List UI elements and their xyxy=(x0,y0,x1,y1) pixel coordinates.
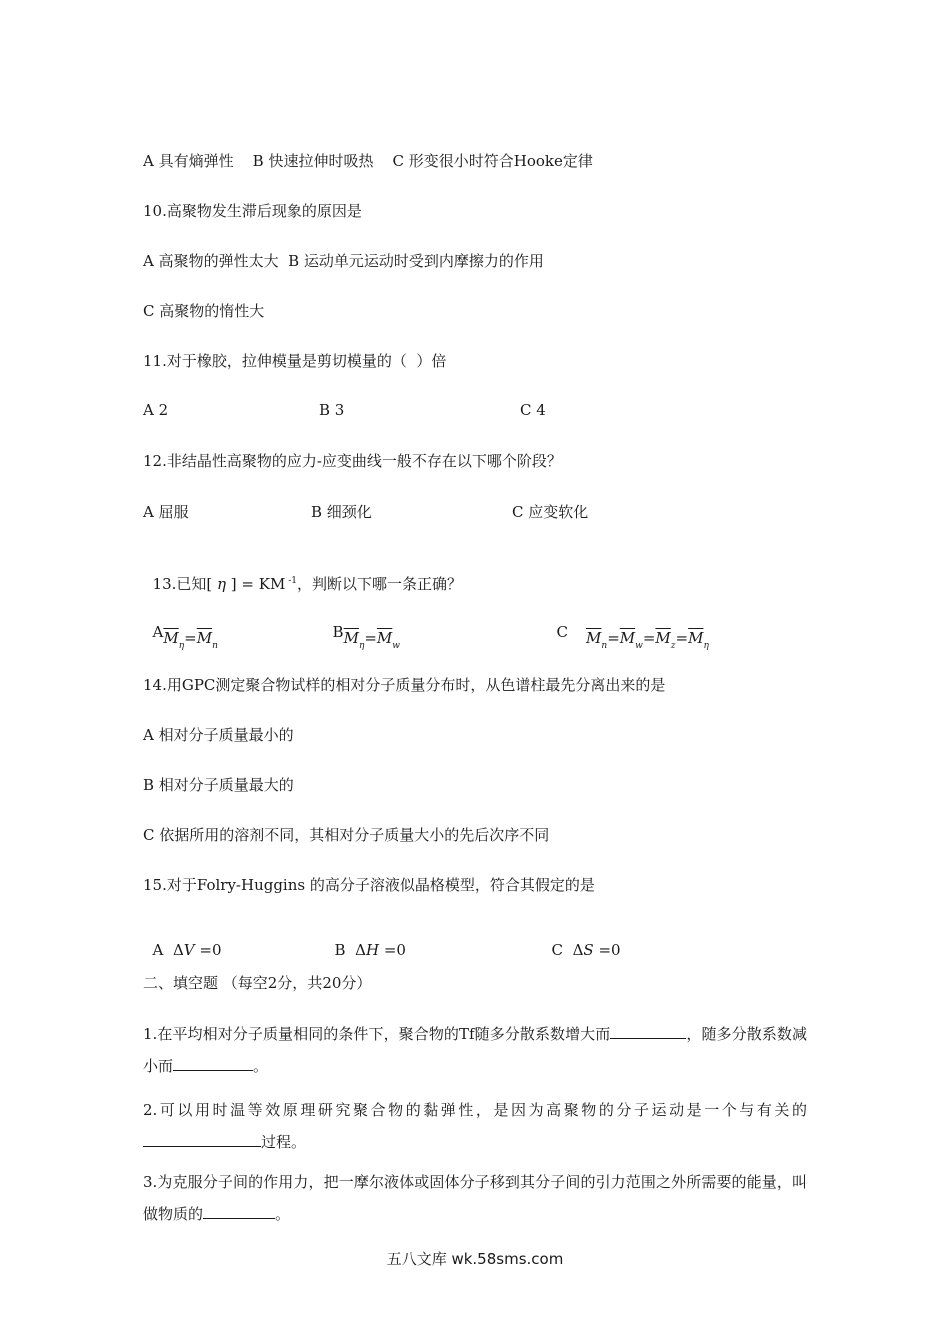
fill-2-blank-1[interactable] xyxy=(143,1129,261,1147)
fill-1-blank-1[interactable] xyxy=(610,1021,686,1039)
q14-option-b: B 相对分子质量最大的 xyxy=(143,776,294,794)
q13-option-c: C $\overline{M}_n=\overline{M}_w=\overline{M}_z=\overline{M}_\eta$ xyxy=(556,623,709,651)
q11-stem: 11.对于橡胶，拉伸模量是剪切模量的（ ）倍 xyxy=(143,352,447,370)
fill-question-3: 3.为克服分子间的作用力，把一摩尔液体或固体分子移到其分子间的引力范围之外所需要的能量，叫做物质的 。 xyxy=(143,1173,807,1223)
q15-option-a: A ΔV =0 xyxy=(152,941,222,959)
q14-option-c: C 依据所用的溶剂不同，其相对分子质量大小的先后次序不同 xyxy=(143,826,550,844)
fill-question-1: 1.在平均相对分子质量相同的条件下，聚合物的Tf随多分散系数增大而 ，随多分散系数减小而 。 xyxy=(143,1018,807,1082)
q11-option-b: B 3 xyxy=(319,401,345,419)
q13-option-a: $A\overline{M}_\eta=\overline{M}_n$ xyxy=(152,623,218,651)
footer-watermark: 五八文库 wk.58sms.com xyxy=(386,1250,564,1268)
q15-option-c: C ΔS =0 xyxy=(551,941,621,959)
q12-option-a: A 屈服 xyxy=(143,503,189,521)
fill-question-2: 2.可以用时温等效原理研究聚合物的黏弹性，是因为高聚物的分子运动是一个与有关的过程。 xyxy=(143,1101,807,1151)
q14-stem: 14.用GPC测定聚合物试样的相对分子质量分布时，从色谱柱最先分离出来的是 xyxy=(143,676,666,694)
q13-stem: 13.已知[ η ] = KM $^{-1}$，判断以下哪一条正确？ xyxy=(152,575,462,593)
q12-option-c: C 应变软化 xyxy=(512,503,589,521)
q15-stem: 15.对于Folry-Huggins 的高分子溶液似晶格模型，符合其假定的是 xyxy=(143,876,595,894)
q13-option-b: $B\overline{M}_\eta=\overline{M}_w$ xyxy=(332,623,400,651)
q9-options: A 具有熵弹性 B 快速拉伸时吸热 C 形变很小时符合Hooke定律 xyxy=(143,152,593,170)
q15-option-b: B ΔH =0 xyxy=(334,941,406,959)
q10-options-ab: A 高聚物的弹性太大 B 运动单元运动时受到内摩擦力的作用 xyxy=(143,252,544,270)
q11-option-a: A 2 xyxy=(143,401,169,419)
q10-option-c: C 高聚物的惰性大 xyxy=(143,302,265,320)
q11-option-c: C 4 xyxy=(520,401,546,419)
q12-option-b: B 细颈化 xyxy=(311,503,372,521)
fill-3-blank-1[interactable] xyxy=(203,1201,275,1219)
fill-1-blank-2[interactable] xyxy=(173,1053,253,1071)
q10-stem: 10.高聚物发生滞后现象的原因是 xyxy=(143,202,362,220)
q12-stem: 12.非结晶性高聚物的应力-应变曲线一般不存在以下哪个阶段？ xyxy=(143,452,562,470)
q14-option-a: A 相对分子质量最小的 xyxy=(143,726,294,744)
section-2-title: 二、填空题 （每空2分，共20分） xyxy=(143,974,372,992)
